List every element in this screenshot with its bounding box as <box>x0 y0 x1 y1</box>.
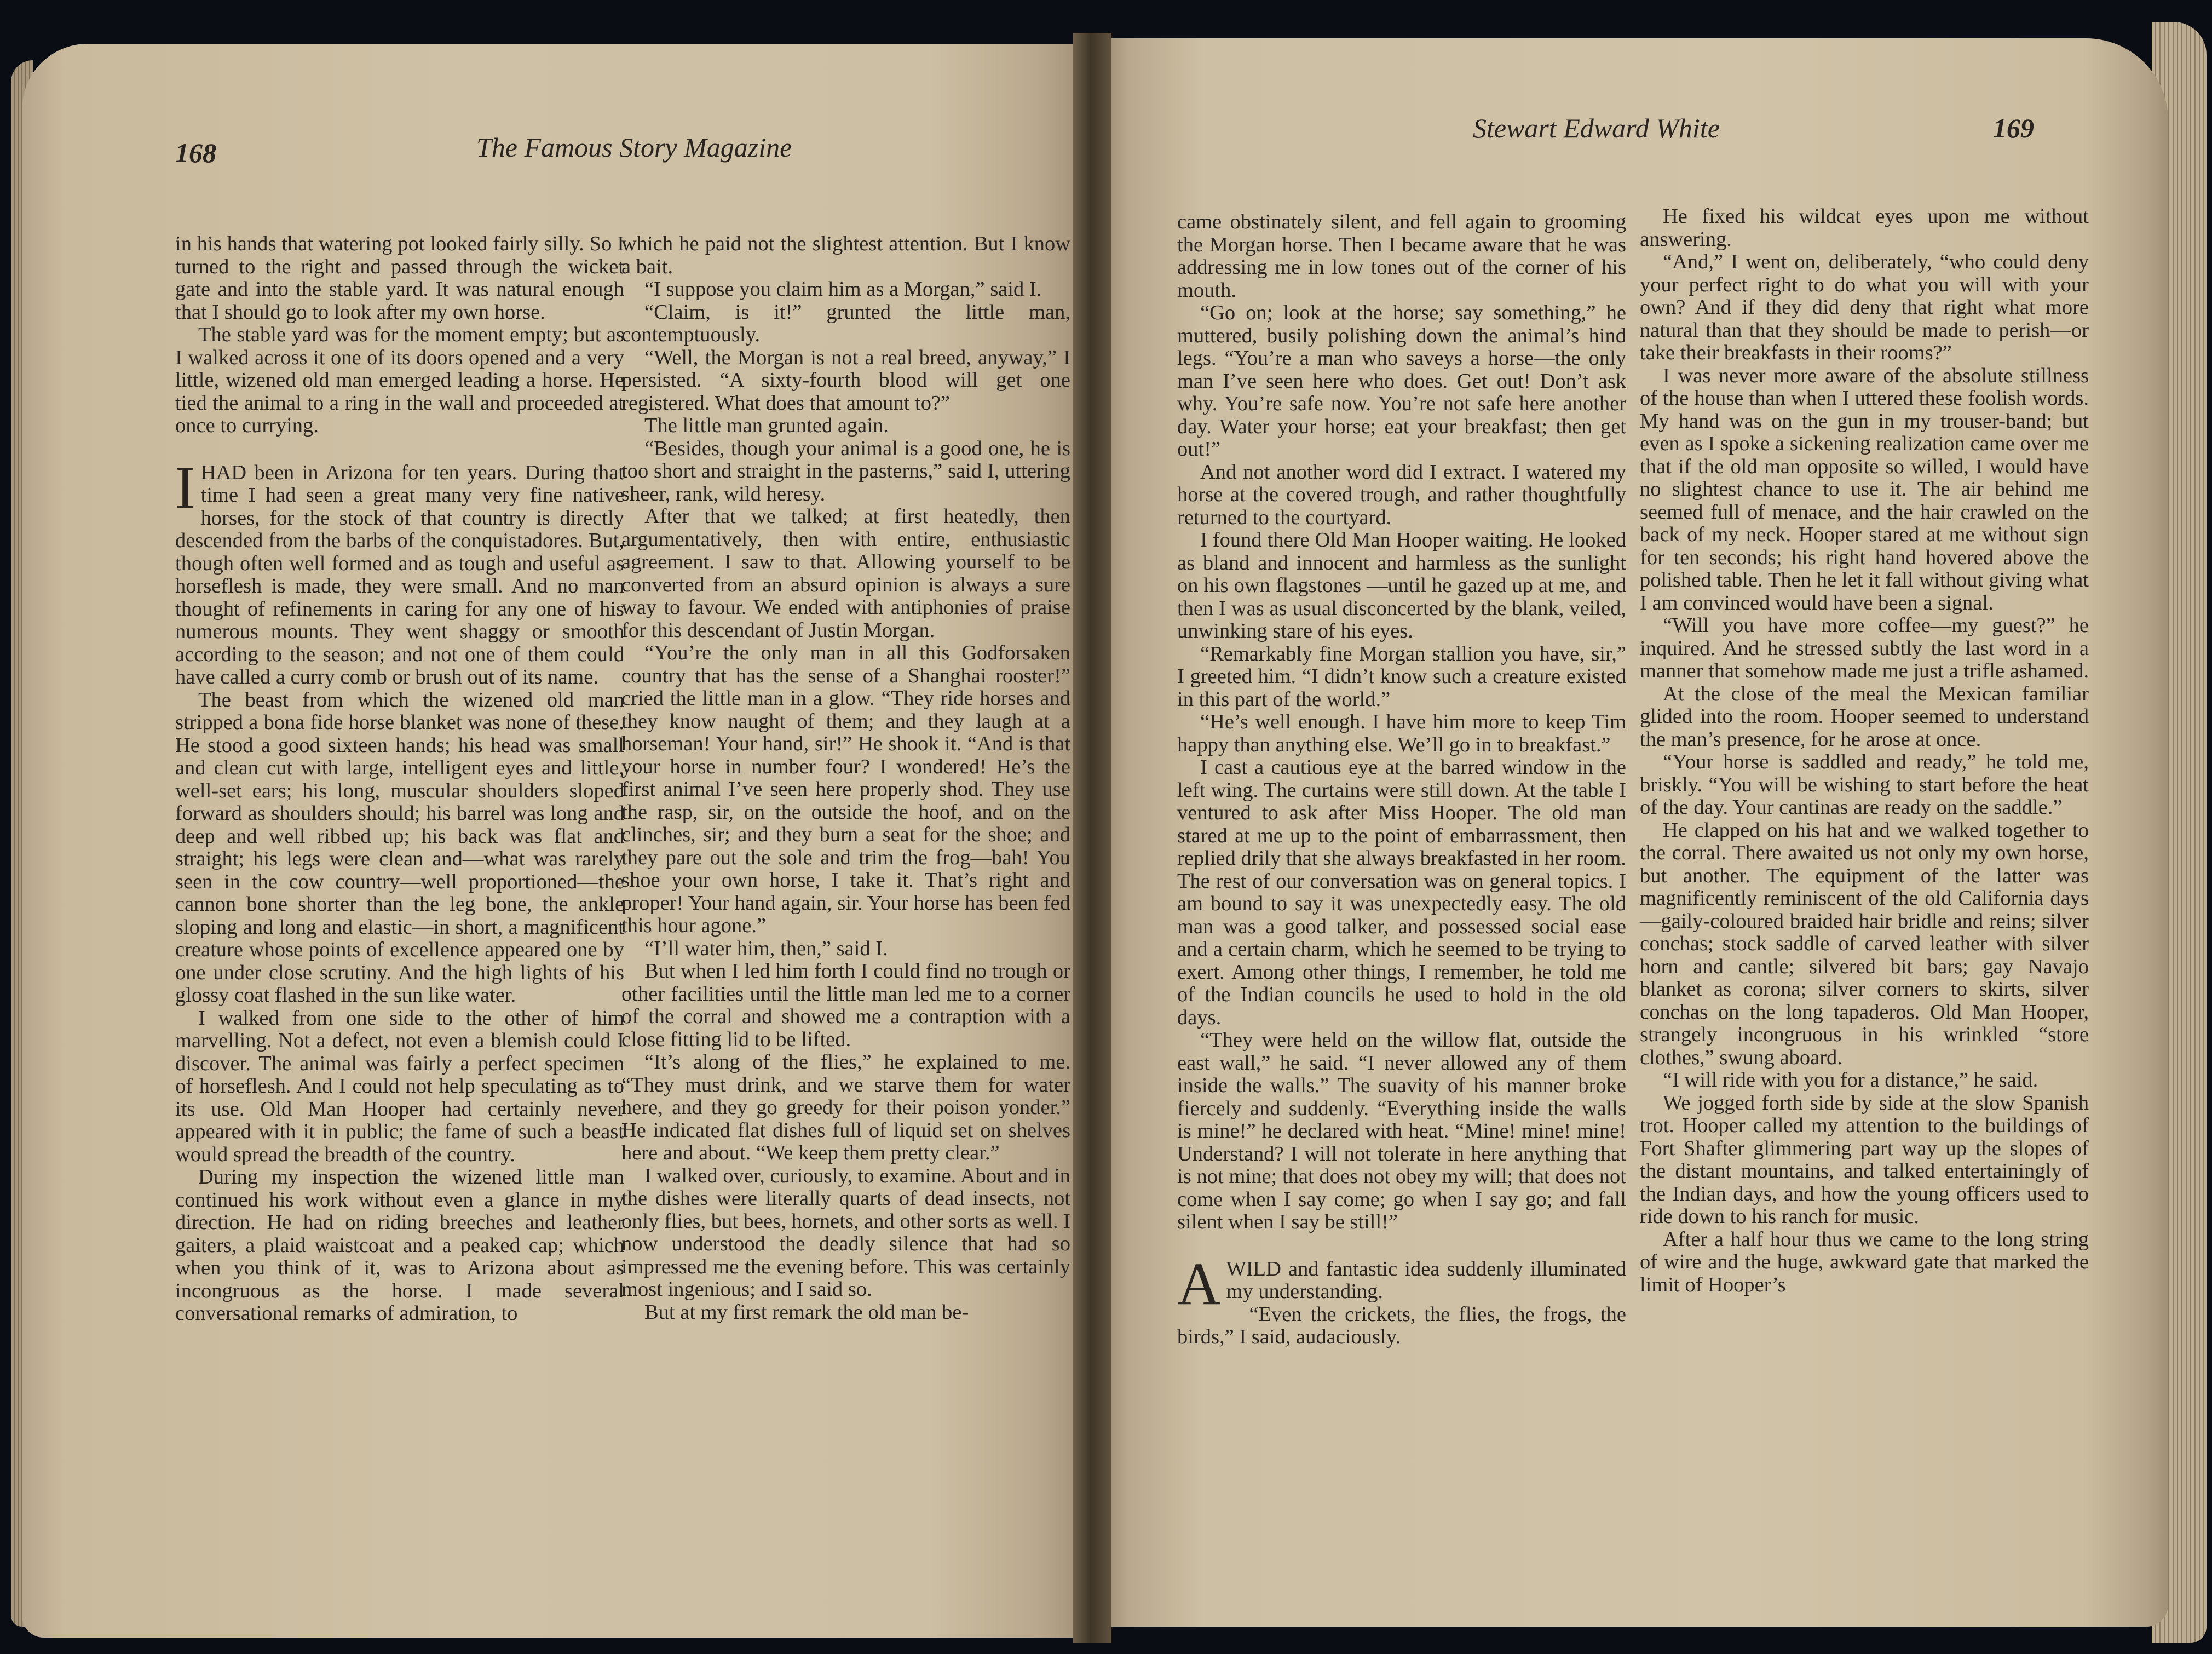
paragraph: “Claim, is it!” grunted the little man, contemptuously. <box>621 300 1070 346</box>
paragraph: The little man grunted again. <box>644 414 889 437</box>
running-head-left: The Famous Story Magazine <box>476 132 792 163</box>
paragraph-drop-cap: IHAD been in Arizona for ten years. During that time I had seen a great many very fine native horses, for the stock of that country is directly descended from the barbs of the conquistadores. But, though often well formed and as tough and useful as horseflesh is made, they were small. And no man thought of refinements in caring for any one of his numerous mounts. They went shaggy or smooth according to the season; and not one of them could have called a curry comb or brush out of its name. <box>175 453 624 688</box>
paragraph: “Your horse is saddled and ready,” he told me, briskly. “You will be wishing to start before the heat of the day. Your cantinas are ready on the saddle.” <box>1640 750 2089 819</box>
paragraph: He clapped on his hat and we walked together to the corral. There awaited us not only my own horse, but another. The equipment of the latter was magnificently reminiscent of the old California days—gaily-coloured braided hair bridle and reins; silver conchas; stock saddle of carved leather with silver horn and cantle; silvered bit bars; gay Navajo blanket as corona; silver corners to skirts, silver conchas on the long tapaderos. Old Man Hooper, strangely incongruous in his wrinkled “store clothes,” swung aboard. <box>1640 818 2089 1069</box>
paragraph: “And,” I went on, deliberately, “who could deny your perfect right to do what you will with your own? And if they did deny that right what more natural than that they should be made to perish—or take their breakfasts in their rooms?” <box>1640 250 2089 364</box>
left-page-column-1 <box>175 233 624 1325</box>
paragraph: which he paid not the slightest attention. But I know a bait. <box>621 232 1070 278</box>
right-page <box>1095 38 2168 1627</box>
paragraph: He fixed his wildcat eyes upon me without answering. <box>1640 205 2089 251</box>
paragraph: The beast from which the wizened old man stripped a bona fide horse blanket was none of these. He stood a good sixteen hands; his head was small and clean cut with large, intelligent eyes and little, well-set ears; his long, muscular shoulders sloped forward as shoulders should; his barrel was long and deep and well ribbed up; his back was flat and straight; his legs were clean and—what was rarely seen in the cow country—well proportioned—the cannon bone shorter than the leg bone, the ankle sloping and long and elastic—in short, a magnificent creature whose points of excellence appeared one by one under close scrutiny. And the high lights of his glossy coat flashed in the sun like water. <box>175 688 624 1007</box>
book-gutter <box>1073 33 1111 1643</box>
right-page-column-2 <box>1640 205 2089 1296</box>
paragraph: The stable yard was for the moment empty; but as I walked across it one of its doors opened and a very little, wizened old man emerged leading a horse. He tied the animal to a ring in the wall and proceeded at once to currying. <box>175 323 624 437</box>
paragraph: I walked over, curiously, to examine. About and in the dishes were literally quarts of dead insects, not only flies, but bees, hornets, and other sorts as well. I now understood the deadly silence that had so impressed me the evening before. This was certainly most ingenious; and I said so. <box>621 1164 1070 1301</box>
paragraph: “Will you have more coffee—my guest?” he inquired. And he stressed subtly the last word in a manner that somehow made me just a trifle ashamed. <box>1640 614 2089 682</box>
paragraph: At the close of the meal the Mexican familiar glided into the room. Hooper seemed to understand the man’s presence, for he arose at once. <box>1640 682 2089 751</box>
paragraph: “Even the crickets, the flies, the frogs, the birds,” I said, audaciously. <box>1177 1302 1626 1348</box>
paragraph: “Well, the Morgan is not a real breed, anyway,” I persisted. “A sixty-fourth blood will get one registered. What does that amount to?” <box>621 346 1070 415</box>
paragraph: We jogged forth side by side at the slow Spanish trot. Hooper called my attention to the buildings of Fort Shafter glimmering part way up the slopes of the distant mountains, and talked entertainingly of the Indian days, and how the young officers used to ride down to his ranch for music. <box>1640 1091 2089 1228</box>
paragraph: “You’re the only man in all this Godforsaken country that has the sense of a Shanghai rooster!” cried the little man in a glow. “They ride horses and they know naught of them; and they laugh at a horseman! Your hand, sir!” He shook it. “And is that your horse in number four? I wondered! He’s the first animal I’ve seen here properly shod. They use the rasp, sir, on the outside the hoof, and on the clinches, sir; and they burn a seat for the shoe; and they pare out the sole and trim the frog—bah! You shoe your own horse, I take it. That’s right and proper! Your hand again, sir. Your horse has been fed this hour agone.” <box>621 641 1070 937</box>
paragraph: I was never more aware of the absolute stillness of the house than when I uttered these foolish words. My hand was on the gun in my trouser-band; but even as I spoke a sickening realization came over me that if the old man opposite so willed, I would have no slightest chance to use it. The air behind me seemed full of menace, and the hair crawled on the back of my neck. Hooper stared at me without sign for ten seconds; his right hand hovered above the polished table. Then he let it fall without giving what I am convinced would have been a signal. <box>1640 364 2089 614</box>
paragraph: came obstinately silent, and fell again to grooming the Morgan horse. Then I became aware that he was addressing me in low tones out of the corner of his mouth. <box>1177 210 1626 302</box>
paragraph: During my inspection the wizened little man continued his work without even a glance in my direction. He had on riding breeches and leather gaiters, a plaid waistcoat and a peaked cap; which when you think of it, was to Arizona about as incongruous as the horse. I made several conversational remarks of admiration, to <box>175 1165 624 1325</box>
paragraph: “It’s along of the flies,” he explained to me. “They must drink, and we starve them for water here, and they go greedy for their poison yonder.” He indicated flat dishes full of liquid set on shelves here and about. “We keep them pretty clear.” <box>621 1050 1070 1164</box>
paragraph: After a half hour thus we came to the long string of wire and the huge, awkward gate that marked the limit of Hooper’s <box>1640 1227 2089 1296</box>
paragraph: “I will ride with you for a distance,” he said. <box>1663 1069 2038 1092</box>
paragraph: “I suppose you claim him as a Morgan,” said I. <box>644 278 1042 301</box>
paragraph: “I’ll water him, then,” said I. <box>644 937 888 960</box>
paragraph: But at my first remark the old man be- <box>644 1300 969 1324</box>
paragraph: After that we talked; at first heatedly, then argumentatively, then with entire, enthusiastic agreement. I saw to that. Allowing yourself to be converted from an absurd opinion is always a sure way to favour. We ended with antiphonies of praise for this descendant of Justin Morgan. <box>621 505 1070 642</box>
running-head-right: Stewart Edward White <box>1473 113 1720 143</box>
left-page <box>22 44 1090 1638</box>
paragraph: “Go on; look at the horse; say something,” he muttered, busily polishing down the animal’s hind legs. “You’re a man who saveys a horse—the only man I’ve seen here who does. Get out! Don’t ask why. You’re safe now. You’re not safe here another day. Water your horse; eat your breakfast; then get out!” <box>1177 301 1626 461</box>
paragraph: I found there Old Man Hooper waiting. He looked as bland and innocent and harmless as the sunlight on his own flagstones —until he gazed up at me, and then I was as usual disconcerted by the blank, veiled, unwinking stare of his eyes. <box>1177 529 1626 642</box>
paragraph-drop-cap: AWILD and fantastic idea suddenly illuminated my understanding. <box>1177 1250 1626 1317</box>
paragraph: “Remarkably fine Morgan stallion you have, sir,” I greeted him. “I didn’t know such a creature existed in this part of the world.” <box>1177 642 1626 711</box>
paragraph: “Besides, though your animal is a good one, he is too short and straight in the pasterns,” said I, uttering sheer, rank, wild heresy. <box>621 437 1070 506</box>
paragraph: I cast a cautious eye at the barred window in the left wing. The curtains were still down. At the table I ventured to ask after Miss Hooper. The old man stared at me up to the point of embarrassment, then replied drily that she always breakfasted in her room. The rest of our conversation was on general topics. I am bound to say it was unexpectedly easy. The old man was a good talker, and possessed social ease and a certain charm, which he seemed to be trying to exert. Among other things, I remember, he told me of the Indian councils he used to hold in the old days. <box>1177 756 1626 1029</box>
paragraph: But when I led him forth I could find no trough or other facilities until the little man led me to a corner of the corral and showed me a contraption with a close fitting lid to be lifted. <box>621 960 1070 1051</box>
page-number-right: 169 <box>1993 113 2034 143</box>
left-page-column-2 <box>621 233 1070 1324</box>
paragraph: “He’s well enough. I have him more to keep Tim happy than anything else. We’ll go in to breakfast.” <box>1177 710 1626 756</box>
paragraph: And not another word did I extract. I watered my horse at the covered trough, and rather thoughtfully returned to the courtyard. <box>1177 460 1626 529</box>
paragraph: I walked from one side to the other of him marvelling. Not a defect, not even a blemish could I discover. The animal was fairly a perfect specimen of horseflesh. And I could not help speculating as to its use. Old Man Hooper had certainly never appeared with it in public; the fame of such a beast would spread the breadth of the country. <box>175 1006 624 1166</box>
paragraph: in his hands that watering pot looked fairly silly. So I turned to the right and passed through the wicket gate and into the stable yard. It was natural enough that I should go to look after my own horse. <box>175 232 624 324</box>
right-page-column-1 <box>1177 211 1626 1349</box>
paragraph: “They were held on the willow flat, outside the east wall,” he said. “I never allowed any of them inside the walls.” The suavity of his manner broke fiercely and suddenly. “Everything inside the walls is mine!” he declared with heat. “Mine! mine! mine! Understand? I will not tolerate in here anything that is not mine; that does not obey my will; that does not come when I say come; go when I say go; and fall silent when I say be still!” <box>1177 1029 1626 1233</box>
page-number-left: 168 <box>175 137 216 168</box>
